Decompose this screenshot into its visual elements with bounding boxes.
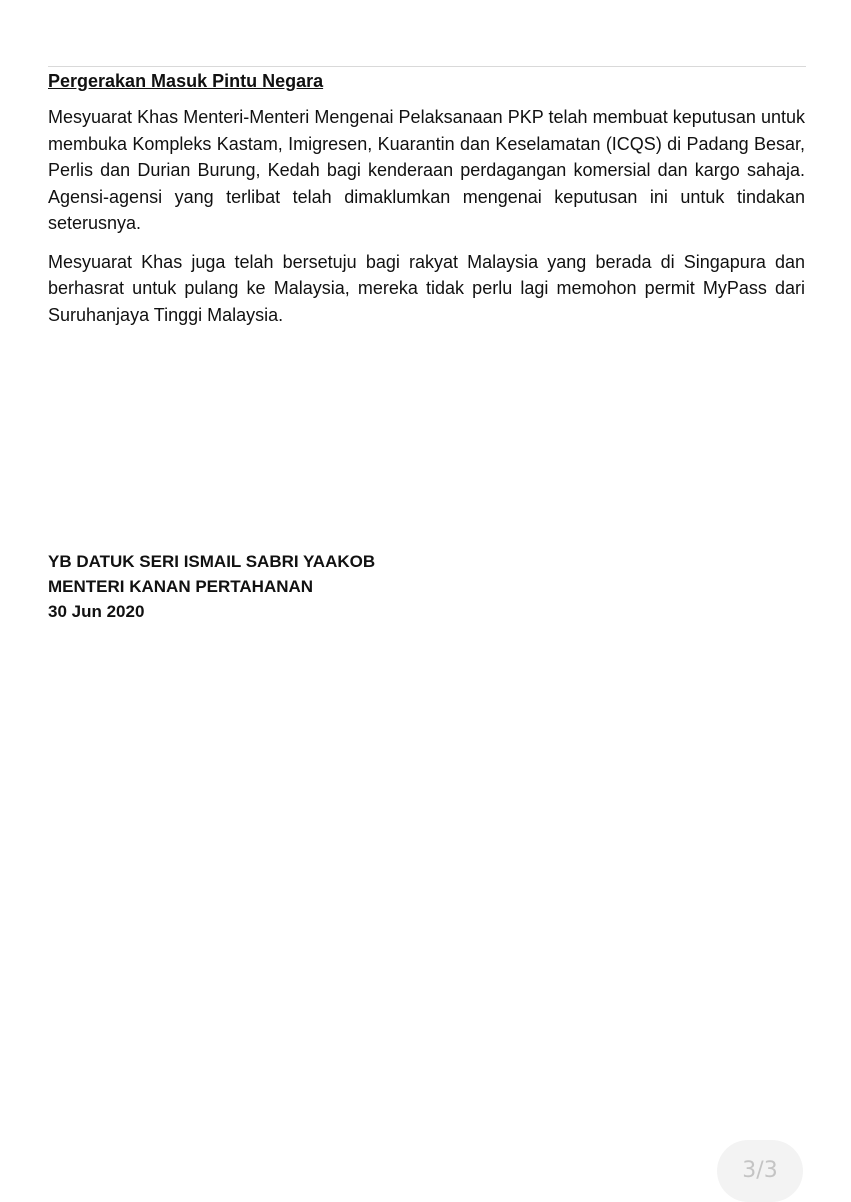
page-indicator: 3/3 (717, 1140, 803, 1202)
paragraph-mypass-exemption: Mesyuarat Khas juga telah bersetuju bagi rakyat Malaysia yang berada di Singapura dan berhasrat untuk pulang ke Malaysia, mereka tidak perlu lagi memohon permit MyPass dari Suruhanjaya Tinggi Malaysia. (48, 251, 805, 325)
document-body (48, 70, 805, 328)
section-heading: Pergerakan Masuk Pintu Negara (48, 71, 324, 91)
signatory-name: YB DATUK SERI ISMAIL SABRI YAAKOB (48, 552, 376, 571)
signature-date: 30 Jun 2020 (48, 602, 145, 621)
signatory-title: MENTERI KANAN PERTAHANAN (48, 577, 314, 596)
signature-block (48, 549, 375, 624)
page-top-divider (48, 66, 806, 67)
paragraph-icqs-opening: Mesyuarat Khas Menteri-Menteri Mengenai Pelaksanaan PKP telah membuat keputusan untuk membuka Kompleks Kastam, Imigresen, Kuarantin dan Keselamatan (ICQS) di Padang Besar, Perlis dan Durian Burung, Kedah bagi kenderaan perdagangan komersial dan kargo sahaja. Agensi-agensi yang terlibat telah dimaklumkan mengenai keputusan ini untuk tindakan seterusnya. (48, 107, 805, 233)
